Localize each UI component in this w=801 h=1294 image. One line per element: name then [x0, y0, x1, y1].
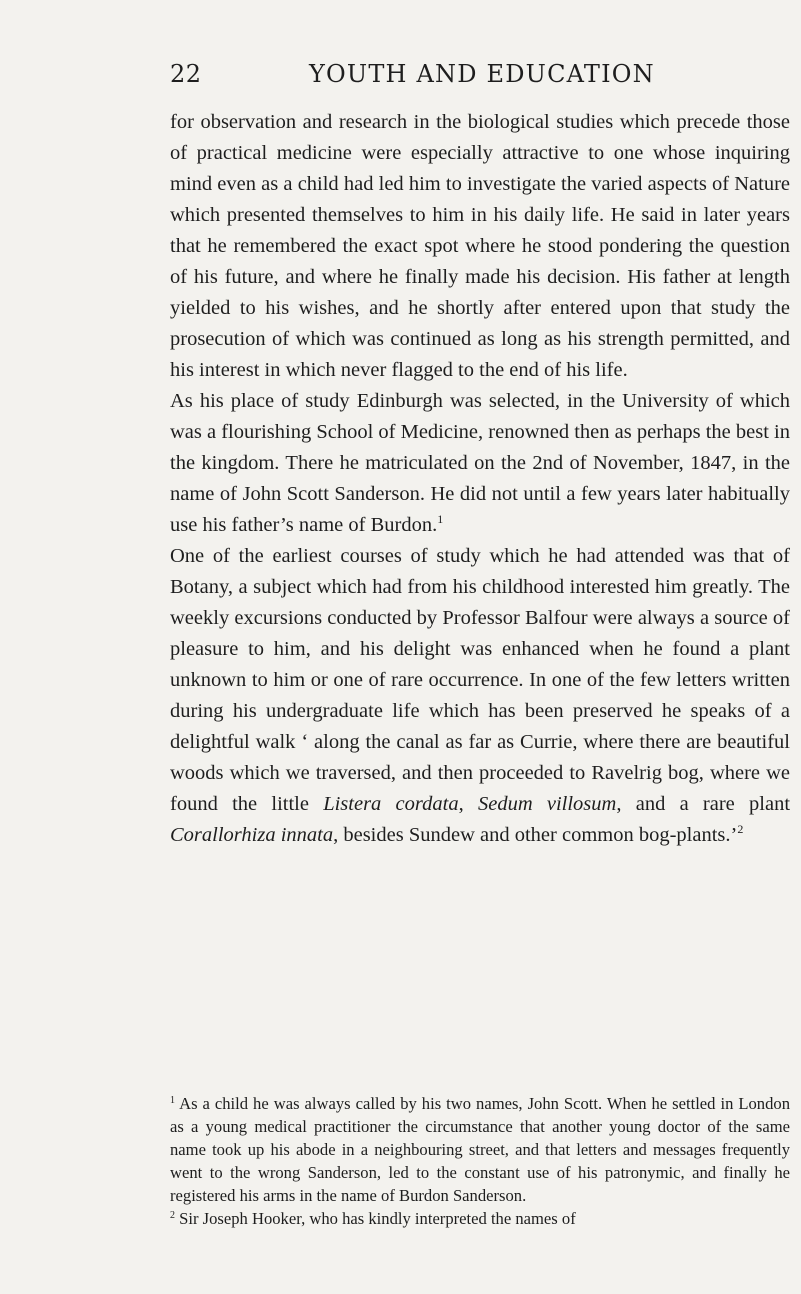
- species-corallorhiza-innata: Corallorhiza innata: [170, 824, 334, 846]
- page-header: [170, 60, 790, 100]
- body-text: [170, 107, 790, 851]
- species-separator: ,: [458, 793, 478, 815]
- footnote-ref-1: 1: [437, 512, 444, 526]
- footnote-2-marker: 2: [170, 1210, 175, 1221]
- paragraph-3: [170, 541, 790, 851]
- paragraph-2: [170, 386, 790, 541]
- species-sedum-villosum: Sedum villosum: [477, 793, 617, 815]
- species-separator: , and a rare plant: [616, 793, 791, 815]
- footnote-ref-2: 2: [737, 822, 744, 836]
- paragraph-1: [170, 107, 790, 386]
- paragraph-2-text: As his place of study Edinburgh was selected, in the University of which was a flourishing School of Medicine, renowned then as perhaps the best in the kingdom. There he matriculated on the 2nd of November, 1847, in the name of John Scott Sanderson. He did not until a few years later habitually use his father’s name of Burdon.: [170, 390, 790, 536]
- footnote-1-marker: 1: [170, 1095, 175, 1106]
- footnote-1-text: As a child he was always called by his two names, John Scott. When he settled in London as a young medical practitioner the circumstance that another young doctor of the same name took up his abode in a neighbouring street, and that letters and messages frequently went to the wrong Sanderson, led to the constant use of his patronymic, and finally he registered his arms in the name of Burdon Sanderson.: [170, 1094, 790, 1205]
- paragraph-1-text: for observation and research in the biological studies which precede those of practical medicine were especially attractive to one whose inquiring mind even as a child had led him to investigate the varied aspects of Nature which presented themselves to him in his daily life. He said in later years that he remembered the exact spot where he stood pondering the question of his future, and where he finally made his decision. His father at length yielded to his wishes, and he shortly after entered upon that study the prosecution of which was continued as long as his strength permitted, and his interest in which never flagged to the end of his life.: [170, 111, 790, 381]
- paragraph-3-ending: , besides Sundew and other common bog-plants.’: [333, 824, 738, 846]
- footnote-2: [170, 1207, 790, 1230]
- paragraph-3-text: One of the earliest courses of study which he had attended was that of Botany, a subject which had from his childhood interested him greatly. The weekly excursions conducted by Professor Balfour were always a source of pleasure to him, and his delight was enhanced when he found a plant unknown to him or one of rare occurrence. In one of the few letters written during his undergraduate life which has been preserved he speaks of a delightful walk ‘ along the canal as far as Currie, where there are beautiful woods which we traversed, and then proceeded to Ravelrig bog, where we found the little: [170, 545, 790, 815]
- page-number: 22: [170, 60, 202, 88]
- footnote-2-text: Sir Joseph Hooker, who has kindly interpreted the names of: [175, 1209, 576, 1228]
- footnotes: [170, 1092, 790, 1230]
- running-title: YOUTH AND EDUCATION: [309, 60, 655, 88]
- footnote-1: [170, 1092, 790, 1207]
- species-listera-cordata: Listera cordata: [323, 793, 459, 815]
